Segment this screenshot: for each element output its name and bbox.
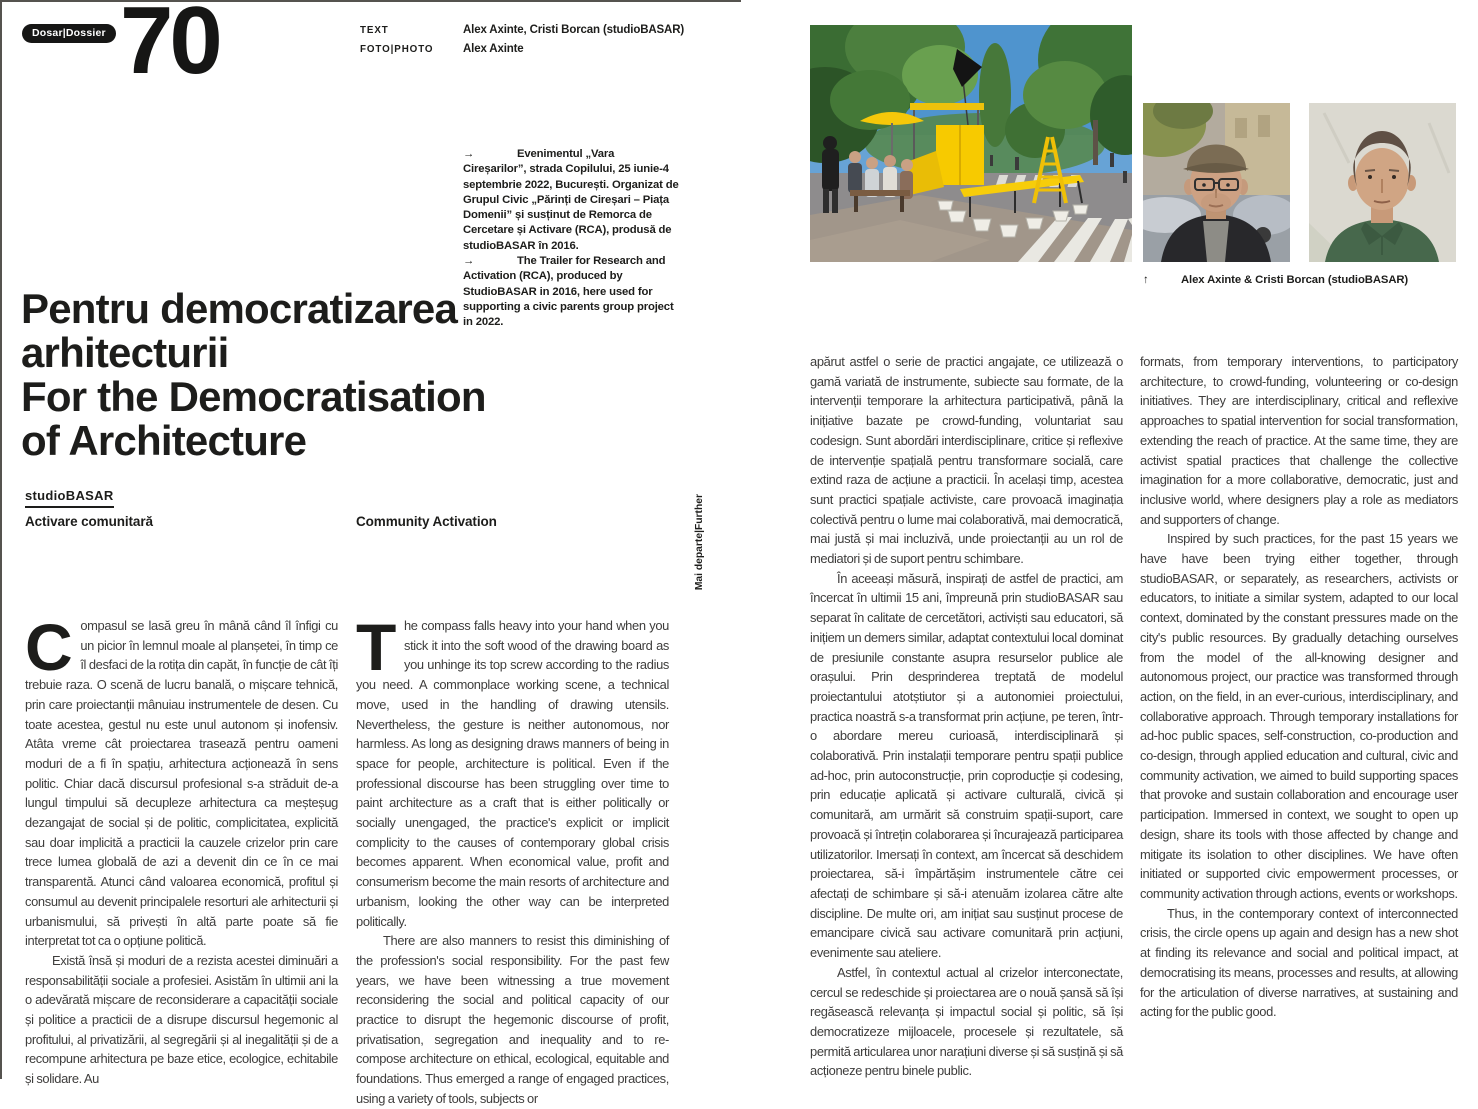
topic-english: Community Activation <box>356 514 497 529</box>
arrow-right-icon: → <box>463 148 475 160</box>
article-column-4 <box>1140 352 1458 1022</box>
paragraph: Există însă și moduri de a rezista acestei diminuări a responsabilității sociale a profesiei. Asistăm în ultimii ani la o adevărată mișcare de reconsiderare a capacității sociale și politice a practicii de a disrupe discursul hegemonic al profitului, al privatizării, al segregării și al inegalității și de a recompune arhitectura pe baze etice, ecologice, echitabile și solidare. Au <box>25 952 338 1087</box>
main-photo-trailer-event <box>810 25 1132 262</box>
caption-english-text: The Trailer for Research and Activation (RCA), produced by StudioBASAR in 2016, here used for supporting a civic parents group project in 2022. <box>463 255 674 329</box>
dropcap-c: C <box>25 610 73 684</box>
article-title <box>21 287 486 463</box>
photo-author: Alex Axinte <box>463 43 524 55</box>
credits-photo-row <box>360 39 684 58</box>
paragraph: apărut astfel o serie de practici angajate, ce utilizează o gamă variată de instrumente, subiecte sau formate, de la intervenții temporare la arhitectura participativă, până la inițiative bazate pe crowd-funding, voluntariat sau codesign. Sunt abordări interdisciplinare, critice și reflexive de intervenție spațială pentru transformare socială, care extind raza de acțiune a practicii. În același timp, acestea sunt practici spațiale activiste, care provoacă imaginația colectivă pentru o lume mai colaborativă, mai democratică, mai justă și mai incluzivă, unde proiectanții au un rol de mediatori și de suport pentru schimbare. <box>810 354 1123 567</box>
article-column-1 <box>25 610 338 1089</box>
caption-romanian-text: Evenimentul „Vara Cireșarilor”, strada Copilului, 25 iunie-4 septembrie 2022, București. Organizat de Grupul Civic „Părinți de Cireșari – Piața Domenii” și susținut de Remorca de Cercetare și Activare (RCA), produsă de studioBASAR în 2016. <box>463 148 679 252</box>
text-label: TEXT <box>360 25 389 36</box>
portrait-cristi-borcan <box>1309 103 1456 262</box>
photo-caption-block <box>463 147 679 331</box>
portrait-caption-text: Alex Axinte & Cristi Borcan (studioBASAR) <box>1181 274 1409 286</box>
caption-english <box>463 254 679 330</box>
arrow-up-icon: ↑ <box>1143 274 1149 286</box>
portrait-1-illustration <box>1143 103 1290 262</box>
page-edge-left <box>0 0 2 1079</box>
paragraph: There are also manners to resist this diminishing of the profession's social responsibility. For the past few years, we have been witnessing a true movement reconsidering the social and political capacity of our practice to disrupt the hegemonic discourse of profit, privatisation, segregation and inequality and to re-compose architecture on ethical, ecological, equitable and foundations. Thus emerged a range of engaged practices, using a variety of tools, subjects or <box>356 933 669 1106</box>
paragraph <box>25 610 338 951</box>
paragraph: Thus, in the contemporary context of interconnected crisis, the circle opens up again and design has a new shot at finding its relevance and social and political impact, at democratising its means, processes and results, at allowing for the articulation of diverse narratives, at sustaining and acting for the public good. <box>1140 905 1458 1020</box>
page-edge-top <box>0 0 741 2</box>
text-authors: Alex Axinte, Cristi Borcan (studioBASAR) <box>463 24 685 36</box>
title-line-ro-2: arhitecturii <box>21 329 229 376</box>
caption-romanian <box>463 147 679 254</box>
title-line-en-2: of Architecture <box>21 417 307 464</box>
page-number: 70 <box>120 0 219 94</box>
title-line-en-1: For the Democratisation <box>21 373 486 420</box>
paragraph: formats, from temporary interventions, to participatory architecture, to crowd-funding, volunteering or co-design initiatives. They are interdisciplinary, critical and reflexive approaches to spatial intervention for social transformation, extending the reach of practice. At the same time, they are activist spatial practices that challenge the collective imagination for a more collaborative, democratic, just and inclusive world, where designers play a role as mediators and supporters of change. <box>1140 354 1458 527</box>
portrait-caption <box>1143 274 1408 286</box>
dropcap-t: T <box>356 610 396 684</box>
article-column-3 <box>810 352 1123 1081</box>
portrait-2-illustration <box>1309 103 1456 262</box>
article-column-2 <box>356 610 669 1109</box>
paragraph: Inspired by such practices, for the past 15 years we have have been trying either together, through studioBASAR, or separately, as researchers, activists or educators, to initiate a similar system, adapted to our local context, dominated by the constant pressures made on the city's public resources. By gradually detaching ourselves from the model of the all-knowing designer and autonomous project, our practice was transformed through action, on the field, in an ever-curious, interdisciplinary, and collaborative approach. Through temporary installations for ad-hoc public spaces, self-construction, co-production and co-design, through applied education and cultural, civic and community activation, we aimed to build supporting spaces that provoke and sustain collaboration and encourage user participation. Immersed in context, we sought to open up design, share its tools with those affected by change and mitigate its isolation to other disciplines. We have often initiated or supported civic empowerment processes, or community activation through actions, events or workshops. <box>1140 531 1458 901</box>
paragraph: În aceeași măsură, inspirați de astfel de practici, am încercat în ultimii 15 ani, împreună prin studioBASAR sau separat în calitate de cercetători, activiști sau educatori, să inițiem un demers similar, adaptat contextului local dominat de presiunile constante asupra resurselor publice ale orașului. Prin desprinderea treptată de modelul proiectantului atotștiutor și a autonomiei proiectului, practica noastră s-a transformat prin acțiune, pe teren, într-o abordare mereu curioasă, interdisciplinară și colaborativă. Prin instalații temporare pentru spații publice ad-hoc, prin autoconstrucție, prin coproducție și codesing, prin educație aplicată și activare culturală, civică și comunitară, am urmărit să construim spații-suport, care provoacă și întrețin colaborarea și încurajează participarea utilizatorilor. Imersați în context, am încercat să deschidem proiectarea, să-i împărtășim instrumentele către cei afectați de schimbare și să-i atenuăm izolarea către alte discipline. De multe ori, am inițiat sau susținut procese de emancipare civică sau activare comunitară prin acțiuni, evenimente sau ateliere. <box>810 570 1123 961</box>
portrait-alex-axinte <box>1143 103 1290 262</box>
title-line-ro-1: Pentru democratizarea <box>21 285 458 332</box>
credits-block <box>360 20 684 58</box>
studio-name: studioBASAR <box>25 488 114 508</box>
paragraph-text: ompasul se lasă greu în mână când îl înfigi cu un picior în lemnul moale al planșetei, în timp ce îl desfaci de la rotița din capăt, în funcție de cât îți trebuie raza. O scenă de lucru banală, o mișcare tehnică, prin care proiectanții mânuiau instrumentele de desen. Cu toate acestea, gestul nu este unul autonom și inofensiv. Atâta vreme cât proiectarea trasează pentru oameni moduri de a fi în spațiu, arhitectura acționează în sens politic. Chiar dacă discursul profesional s-a străduit de-a lungul timpului să decupleze arhitectura ca meșteșug dezangajat de social și de politic, complicitatea, explicită sau doar implicită a practicii la cauzele crizelor prin care trece lumea globală de azi a devenit din ce în ce mai transparentă. Atunci când valoarea economică, profitul și consumul au devenit principalele resorturi ale arhitecturii și urbanismului, să privești în altă parte poate să fie interpretat tot ca o opțiune politică. <box>25 618 338 949</box>
section-badge: Dosar|Dossier <box>22 24 116 43</box>
paragraph: Astfel, în contextul actual al crizelor interconectate, cercul se redeschide și proiectarea are o nouă șansă să își regăsească relevanța și impactul social și politic, să își democratizeze mijloacele, procesele și rezultatele, să permită articularea unor narațiuni diverse și să susțină și să acționeze pentru binele public. <box>810 964 1123 1079</box>
paragraph <box>356 610 669 931</box>
credits-text-row <box>360 20 684 39</box>
photo-label: FOTO|PHOTO <box>360 44 434 55</box>
paragraph-text: he compass falls heavy into your hand when you stick it into the soft wood of the drawing board as you unhinge its top screw according to the radius you need. A commonplace working scene, a technical move, used in the handling of drawing utensils. Nevertheless, the gesture is neither autonomous, nor harmless. As long as designing draws manners of being in space for people, architecture is political. Even if the professional discourse has been struggling over time to paint architecture as a craft that is either politically or socially unengaged, the practice's explicit or implicit complicity to the causes of contemporary global crisis becomes apparent. When economical value, profit and consumerism become the main resorts of architecture and urbanism, looking the other way can be interpreted politically. <box>356 618 669 929</box>
further-side-label: Mai departe|Further <box>694 494 705 591</box>
trailer-event-illustration <box>810 25 1132 262</box>
arrow-right-icon: → <box>463 255 475 268</box>
topic-romanian: Activare comunitară <box>25 514 153 529</box>
